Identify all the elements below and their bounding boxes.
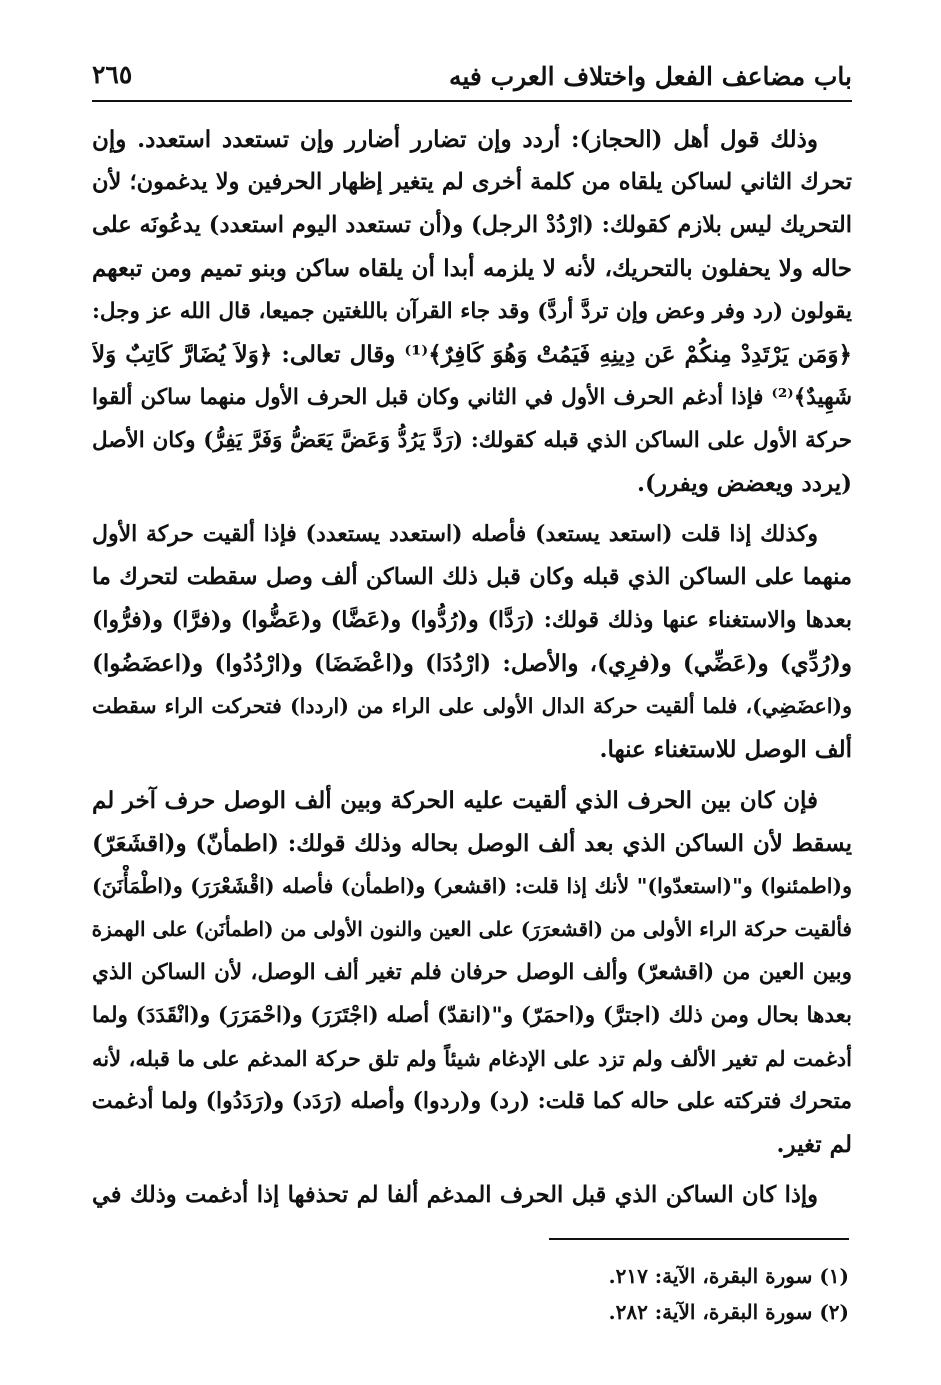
footnote-1: (١) سورة البقرة، الآية: ٢١٧.: [608, 1264, 849, 1288]
text-line: و(اعضَضِي)، فلما ألقيت حركة الدال الأولى على الراء من (ارددا) فتحركت الراء سقطت: [92, 694, 852, 718]
paragraph-2: [92, 513, 852, 771]
text-line: أدغمت لم تغير الألف ولم تزد على الإدغام شيئاً ولم تلق حركة المدغم على ما قبله، لأنه: [92, 1046, 852, 1071]
footnotes: [89, 1258, 849, 1330]
footnote-2: (٢) سورة البقرة، الآية: ٢٨٢.: [608, 1300, 849, 1324]
page-header: [92, 50, 852, 102]
text-line: وكذلك إذا قلت (استعد يستعد) فأصله (استعدد يستعدد) فإذا ألقيت حركة الأول: [92, 521, 818, 547]
text-line: حاله ولا يحفلون بالتحريك، لأنه لا يلزمه أبدا أن يلقاه ساكن وبنو تميم ومن تبعهم: [92, 255, 852, 282]
text-line: (يردد ويعضض ويفرر).: [636, 470, 852, 497]
text-line: وإذا كان الساكن الذي قبل الحرف المدغم ألفا لم تحذفها إذا أدغمت وذلك في: [92, 1182, 818, 1208]
text-line: التحريك ليس بلازم كقولك: (ارْدُدْ الرجل) و(أن تستعدد اليوم استعدد) يدعُونَه على: [92, 212, 852, 238]
text-line: و(اطمئنوا) و"(استعدّوا)" لأنك إذا قلت: (اقشعر) و(اطمأن) فأصله (اقْشَعْرَرَ) و(اطْمَأْنَنَ): [92, 874, 852, 898]
text-line: يسقط لأن الساكن الذي بعد ألف الوصل بحاله وذلك قولك: (اطمأنّ) و(اقشَعَرّ): [92, 830, 852, 857]
text-line: وبين العين من (اقشعرّ) وألف الوصل حرفان فلم تغير ألف الوصل، لأن الساكن الذي: [92, 960, 852, 985]
chapter-title: باب مضاعف الفعل واختلاف العرب فيه: [448, 62, 852, 91]
text-line: منهما على الساكن الذي قبله وكان قبل ذلك الساكن ألف وصل سقطت لتحرك ما: [92, 564, 852, 590]
text-line: حركة الأول على الساكن الذي قبله كقولك: (رَدَّ يَرُدُّ وَعَضَّ يَعَضُّ وَفَرَّ يَفِرُّ) وكان الأصل: [92, 428, 852, 453]
text-line: وذلك قول أهل (الحجاز): أردد وإن تضارر أضارر وإن تستعدد استعدد. وإن: [92, 126, 818, 153]
text-line: شَهِيدٌ﴾⁽²⁾ فإذا أدغم الحرف الأول في الثاني وكان قبل الحرف الأول منهما ساكن ألقوا: [92, 385, 852, 410]
text-line: يقولون (رد وفر وعض وإن تردَّ أردَّ) وقد جاء القرآن باللغتين جميعا، قال الله عز وجل:: [92, 299, 852, 324]
page-number: ٢٦٥: [92, 60, 133, 89]
paragraph-4: [92, 1174, 852, 1217]
text-line: متحرك فتركته على حاله كما قلت: (رد) و(ردوا) وأصله (رَدَد) و(رَدَدُوا) ولما أدغمت: [92, 1088, 852, 1114]
text-line: و(رُدِّي) و(عَضِّي) و(فرِي)، والأصل: (ارْدُدَا) و(اعْضَضَا) و(ارْدُدُوا) و(اعضَضُوا): [92, 650, 852, 677]
text-line: ألف الوصل للاستغناء عنها.: [599, 736, 852, 763]
paragraph-3: [92, 779, 852, 1166]
body-text: [92, 118, 852, 1217]
quran-verse-line: ﴿وَمَن يَرْتَدِدْ مِنكُمْ عَن دِينِهِ فَيَمُتْ وَهُوَ كَافِرٌ﴾⁽¹⁾ وقال تعالى: ﴿وَلاَ يُضَارَّ كَاتِبٌ وَلاَ: [92, 341, 852, 368]
text-line: بعدها بحال ومن ذلك (اجترَّ) و(احمَرّ) و"(انقدّ) أصله (اجْتَرَرَ) و(احْمَرَرَ) و(انْقَدَدَ) ولما: [92, 1003, 852, 1028]
text-line: فألقيت حركة الراء الأولى من (اقشعرَرَ) على العين والنون الأولى من (اطمأنَن) على الهمزة: [92, 917, 852, 941]
text-line: تحرك الثاني لساكن يلقاه من كلمة أخرى لم يتغير إظهار الحرفين ولا يدغمون؛ لأن: [92, 169, 852, 195]
paragraph-1: [92, 118, 852, 505]
text-line: فإن كان بين الحرف الذي ألقيت عليه الحركة وبين ألف الوصل حرف آخر لم: [92, 787, 818, 814]
text-line: بعدها والاستغناء عنها وذلك قولك: (رَدَّا) و(رُدُّوا) و(عَضَّا) و(عَضُّوا) و(فرَّا) و(فرُّوا): [92, 607, 852, 633]
text-line: لم تغير.: [776, 1131, 852, 1158]
footnote-divider: [549, 1238, 849, 1240]
